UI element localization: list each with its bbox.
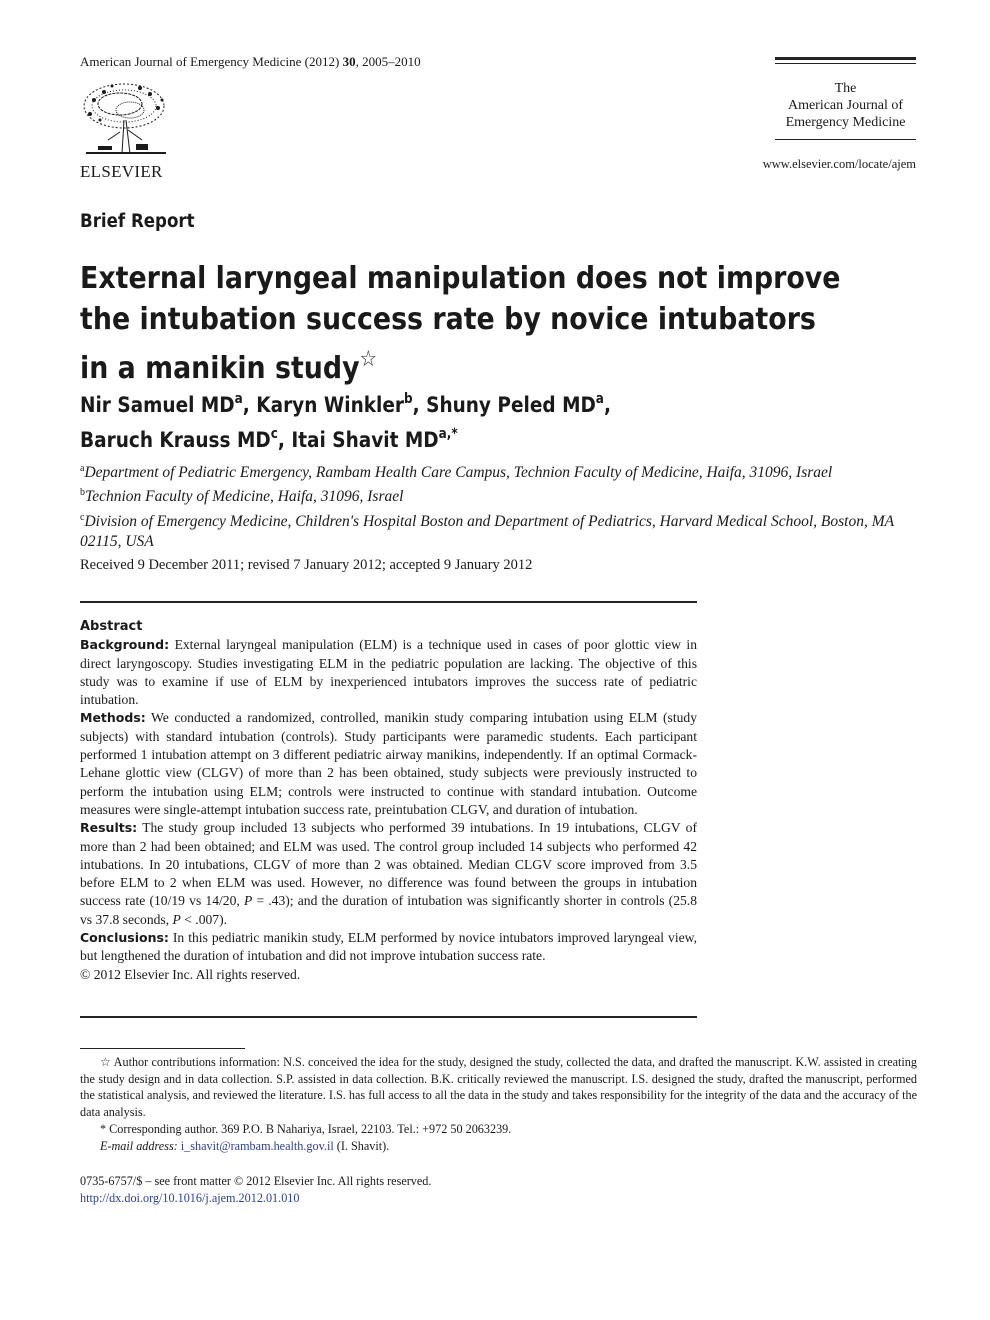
footnotes: [80, 1054, 917, 1154]
abstract-heading: Abstract: [80, 619, 143, 634]
journal-rule-bottom: [775, 139, 916, 140]
author-affiliation-mark[interactable]: a: [595, 391, 604, 407]
title-footnote-star[interactable]: ☆: [359, 347, 377, 372]
footnote-email: E-mail address: i_shavit@rambam.health.gov.il (I. Shavit).: [100, 1138, 390, 1153]
journal-rule-top: [775, 57, 916, 60]
author-name: Itai Shavit MD: [291, 428, 439, 453]
affiliation-item: $^b$Technion Faculty of Medicine, Haifa, 31096, Israel: [80, 487, 404, 506]
footnote-corresponding: * Corresponding author. 369 P.O. B Nahariya, Israel, 22103. Tel.: +972 50 2063239.: [100, 1121, 512, 1136]
abstract-methods: Methods: We conducted a randomized, controlled, manikin study comparing intubation using ELM (study subjects) with standard intubation (controls). Study participants were paramedic students. Each participant performed 1 intubation attempt on 3 different pediatric airway manikins, independently. If an optimal Cormack-Lehane glottic view (CLGV) of more than 2 has been obtained, study subjects were previously instructed to perform the intubation using ELM; controls were instructed to continue with standard intubation. Outcome measures were single-attempt intubation success rate, preintubation CLGV, and duration of intubation.: [80, 710, 697, 817]
footnote-star-icon: ☆: [100, 1055, 112, 1069]
author-name: Nir Samuel MD: [80, 393, 235, 418]
affiliation-item: $^a$Department of Pediatric Emergency, Rambam Health Care Campus, Technion Faculty of Medicine, Haifa, 31096, Israel: [80, 463, 833, 481]
journal-rule-thin: [775, 63, 916, 64]
doi-link[interactable]: http://dx.doi.org/10.1016/j.ajem.2012.01.010: [80, 1190, 300, 1205]
author-affiliation-mark[interactable]: b: [404, 391, 413, 407]
affiliations: [80, 459, 920, 553]
author-affiliation-mark[interactable]: c: [270, 426, 278, 442]
author-affiliation-mark[interactable]: a,*: [438, 426, 458, 442]
tree-icon: [80, 80, 172, 160]
abstract-background: Background: External laryngeal manipulation (ELM) is a technique used in cases of poor glottic view in direct laryngoscopy. Studies investigating ELM in the pediatric population are lacking. The objective of this study was to examine if use of ELM by inexperienced intubators improves the success rate of pediatric intubation.: [80, 637, 697, 708]
journal-citation: American Journal of Emergency Medicine (2012) 30, 2005–2010: [80, 54, 421, 69]
issn-line: 0735-6757/$ – see front matter © 2012 Elsevier Inc. All rights reserved.: [80, 1174, 432, 1188]
author-list: Nir Samuel $MD^a$, Karyn Winkler$^b$, Shuny Peled $MD^a$, Baruch Krauss $MD^c$, Itai Shavit $MD^{a,*}$: [80, 391, 611, 453]
author-name: Shuny Peled MD: [426, 393, 596, 418]
footnote-rule: [80, 1048, 245, 1049]
citation-volume: 30: [342, 54, 356, 69]
publisher-name: ELSEVIER: [80, 162, 163, 181]
footnote-contributions: ☆ Author contributions information: N.S. conceived the idea for the study, designed the study, collected the data, and drafted the manuscript. K.W. assisted in creating the study design and in data collection. S.P. assisted in data collection. B.K. critically reviewed the manuscript. I.S. designed the study, drafted the manuscript, performed the statistical analysis, and reviewed the literature. I.S. has full access to all the data in the study and takes responsibility for the integrity of the data and the accuracy of the data analysis.: [80, 1055, 917, 1120]
abstract-rule-bottom: [80, 1016, 697, 1018]
abstract-results: Results: The study group included 13 subjects who performed 39 intubations. In 19 intubations, CLGV of more than 2 had been obtained; and ELM was used. The control group included 14 subjects who performed 42 intubations. In 20 intubations, CLGV of more than 2 was obtained. Median CLGV score improved from 3.5 before ELM to 2 when ELM was used. However, no difference was found between the groups in intubation success rate (10/19 vs 14/20, P = .43); and the duration of intubation was significantly shorter in controls (25.8 vs 37.8 seconds, P < .007).: [80, 820, 697, 927]
journal-url[interactable]: www.elsevier.com/locate/ajem: [762, 157, 916, 171]
author-name: Baruch Krauss MD: [80, 428, 271, 453]
article-type: Brief Report: [80, 211, 195, 232]
journal-title: The American Journal of Emergency Medicine: [785, 81, 906, 130]
author-affiliation-mark[interactable]: a: [234, 391, 243, 407]
abstract-copyright: © 2012 Elsevier Inc. All rights reserved.: [80, 966, 301, 982]
article-title: External laryngeal manipulation does not improve the intubation success rate by novice intubators in a manikin study☆: [80, 261, 841, 386]
abstract-conclusions: Conclusions: In this pediatric manikin study, ELM performed by novice intubators improved laryngeal view, but lengthened the duration of intubation and did not improve intubation success rate.: [80, 930, 697, 964]
article-history-dates: Received 9 December 2011; revised 7 January 2012; accepted 9 January 2012: [80, 557, 533, 573]
email-link[interactable]: i_shavit@rambam.health.gov.il: [180, 1138, 334, 1153]
abstract-rule-top: [80, 601, 697, 603]
abstract: [80, 618, 697, 984]
affiliation-item: $^c$Division of Emergency Medicine, Children's Hospital Boston and Department of Pediatrics, Harvard Medical School, Boston, MA 02115, USA: [80, 511, 894, 551]
author-name: Karyn Winkler: [256, 393, 405, 418]
front-matter-info: [80, 1173, 431, 1206]
